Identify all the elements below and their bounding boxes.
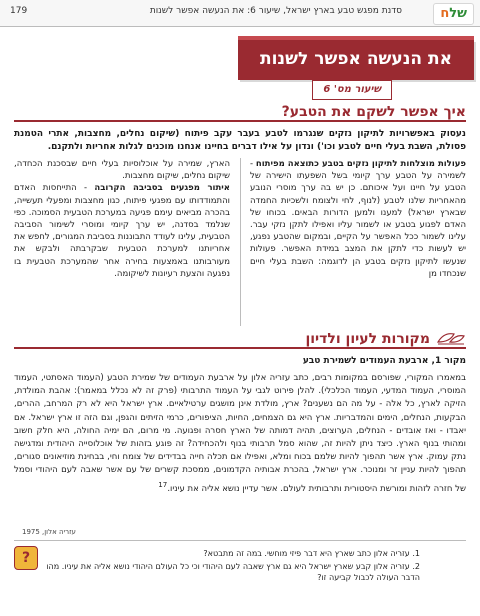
left-column <box>14 158 230 280</box>
right-column <box>250 158 466 280</box>
logo-part-1: של <box>449 6 467 21</box>
logo <box>433 3 474 25</box>
questions-list <box>30 548 420 585</box>
column-divider <box>240 158 241 326</box>
source-text: במאמרו המקורי, שפורסם במקומות רבים, כתב עזריה אלון על ארבעת העמודים של שמירת הטבע (העמוד האסתטי, העמוד המוסרי, העמוד המדעי, העמוד הכלכלי). להלן פירוט לגבי על העמוד התרבותי (פרק זה לא נכלל במאמר): אהבת המולדת, הזיקה לארץ, כל אלה - על מה הם נשענים? ארץ, מולדת אינן מושגים ערטילאיים. ארץ ישראל היא לא רק המרחב, ההרים, הבקעות, הנחלים, הימים והמדבריות. ארץ היא גם הצמחים, החיות, הציפורים, כרמי הזיתים והגפן, וגם הזה זו ארץ ישראל. אם יאבדו - ואז אובדים - הנחלים, הערוצים, תהיה דמותה של הארץ חסרה ופגועה. מי מרום, הם ימיה החולה, היא חלק חשוב ומהותי בנוף הארץ. כיצד ניתן להיות זה, שהוא סמל תרבותי בנוף ולהכחידה? זה פוגע בזהות של אוכלוסייה היהודית ומדגישה נתק עמוק. ארץ אשר תהפוך להיות שלמם בכוח ומלא, ואפילו אם תכלה חייה בבדידים של צומח וחי, בבחינת מוזיאונים סגורים, תהפוך להיות עניין זר ומנוכר. ארץ ישראל, בהכרת אבותיה הקדמונים, ממסכת קשרים של עם אשר שאבה לעם היהודי וסמל של חזרה לזהות ומורשת היסטורית ותרבותית לעולם. אשר עדיין נושא אליה את עיניו. <box>14 373 466 494</box>
source-body <box>14 372 466 496</box>
question-item: 2. עזריה אלון קבע שארץ ישראל היא גם ארץ שאבה לעם היהודי וכי כל העולם היהודי נושא אליה את עיניו. מהו הדבר העולה לכבול קביעה זו? <box>46 562 420 582</box>
source-citation: עזריה אלון, 1975 <box>22 528 76 536</box>
right-column-bold-term: פעולות מוצלחות לתיקון נזקים בטבע כתוצאה מפיתוח <box>255 159 466 169</box>
leaf-icon <box>436 330 466 346</box>
page-header <box>0 0 480 27</box>
lead-paragraph: נעסוק באפשרויות לתיקון נזקים שנגרמו לטבע בעבר עקב פיתוח (שיקום נחלים, מחצבות, אתרי הטמנת פסולת, השבת בעלי חיים לטבע וכו') ונדון על אילו דברים בחיינו אנחנו מוכנים לגלות אחריות ולתקנם. <box>14 129 466 152</box>
source-label: מקור 1, ארבעת העמודים לשמירת טבע <box>302 356 466 366</box>
section-divider <box>14 120 466 122</box>
question-item: 1. עזריה אלון כתב שארץ היא דבר פיזי מוחשי. במה זה מתבטא? <box>203 549 420 558</box>
question-icon: ? <box>14 546 38 570</box>
right-column-text: - לשמירה על הטבע ערך קיומי בשל השפעתו הישירה של הטבע על חיינו ועל איכותם. כן יש בה ערך מוסרי הנובע מהאחריות שלנו לטבע (לנוף, לחי ולצומח ולשכיות החמדה שבארץ ישראל) למענו ולמען הדורות הבאים. בכוחו של האדם לפגוע בטבע או לשמור עליו ואפילו לתקן נזקי עבר. עלינו לשמור ככל האפשר על הקיים, ובמקום שהטבע נפגע, יש לעשות כדי לתקן את המצב במידת האפשר. פעולות שנעשו לתיקון נזקים בטבע הן לדוגמה: השבת בעלי חיים שנכחדו מן <box>250 159 466 279</box>
sources-heading: מקורות לעיון ולדיון <box>305 331 430 347</box>
page-title: את הנעשה אפשר לשנות <box>238 40 474 80</box>
lesson-badge: שיעור מס' 6 <box>312 80 392 100</box>
section-heading: איך אפשר לשקם את הטבע? <box>281 104 466 120</box>
sources-divider <box>14 347 466 349</box>
series-title: סדנת מפגש טבע בארץ ישראל, שיעור 6: את הנעשה אפשר לשנות <box>149 6 402 16</box>
footnote-mark: 17 <box>158 479 168 489</box>
left-column-text: הארץ, שמירה על אוכלוסיות בעלי חיים שבסכנת הכחדה, שיקום נחלים, שיקום מחצבות. <box>14 159 230 182</box>
left-column-text-2: - התייחסות האדם והתמודדותו עם מפגעי פיתוח, כגון מחצבות ומפעלי תעשייה, בהכרה מביאים עימם פגיעה במערכת הטבעית הסמוכה. כפי שנלמד בסדנה, יש ערך קיומי ומוסרי לשימור הסביבה הטבעית, עלינו לעודד התבוננות בסביבת המגורים, לחפש את אחריותנו למערכת הטבעית שבקרבתה ולבקש את מעורבותנו באמצעות בחירה אחר שהמערכת הטבעית בו נפגעה והצעת רעיונות לשיקומה. <box>14 183 230 279</box>
logo-part-2: ח <box>440 6 450 21</box>
page-number: 179 <box>10 6 28 16</box>
left-column-bold-term: איתור מפגעים בסביבה הקרובה <box>94 183 230 194</box>
